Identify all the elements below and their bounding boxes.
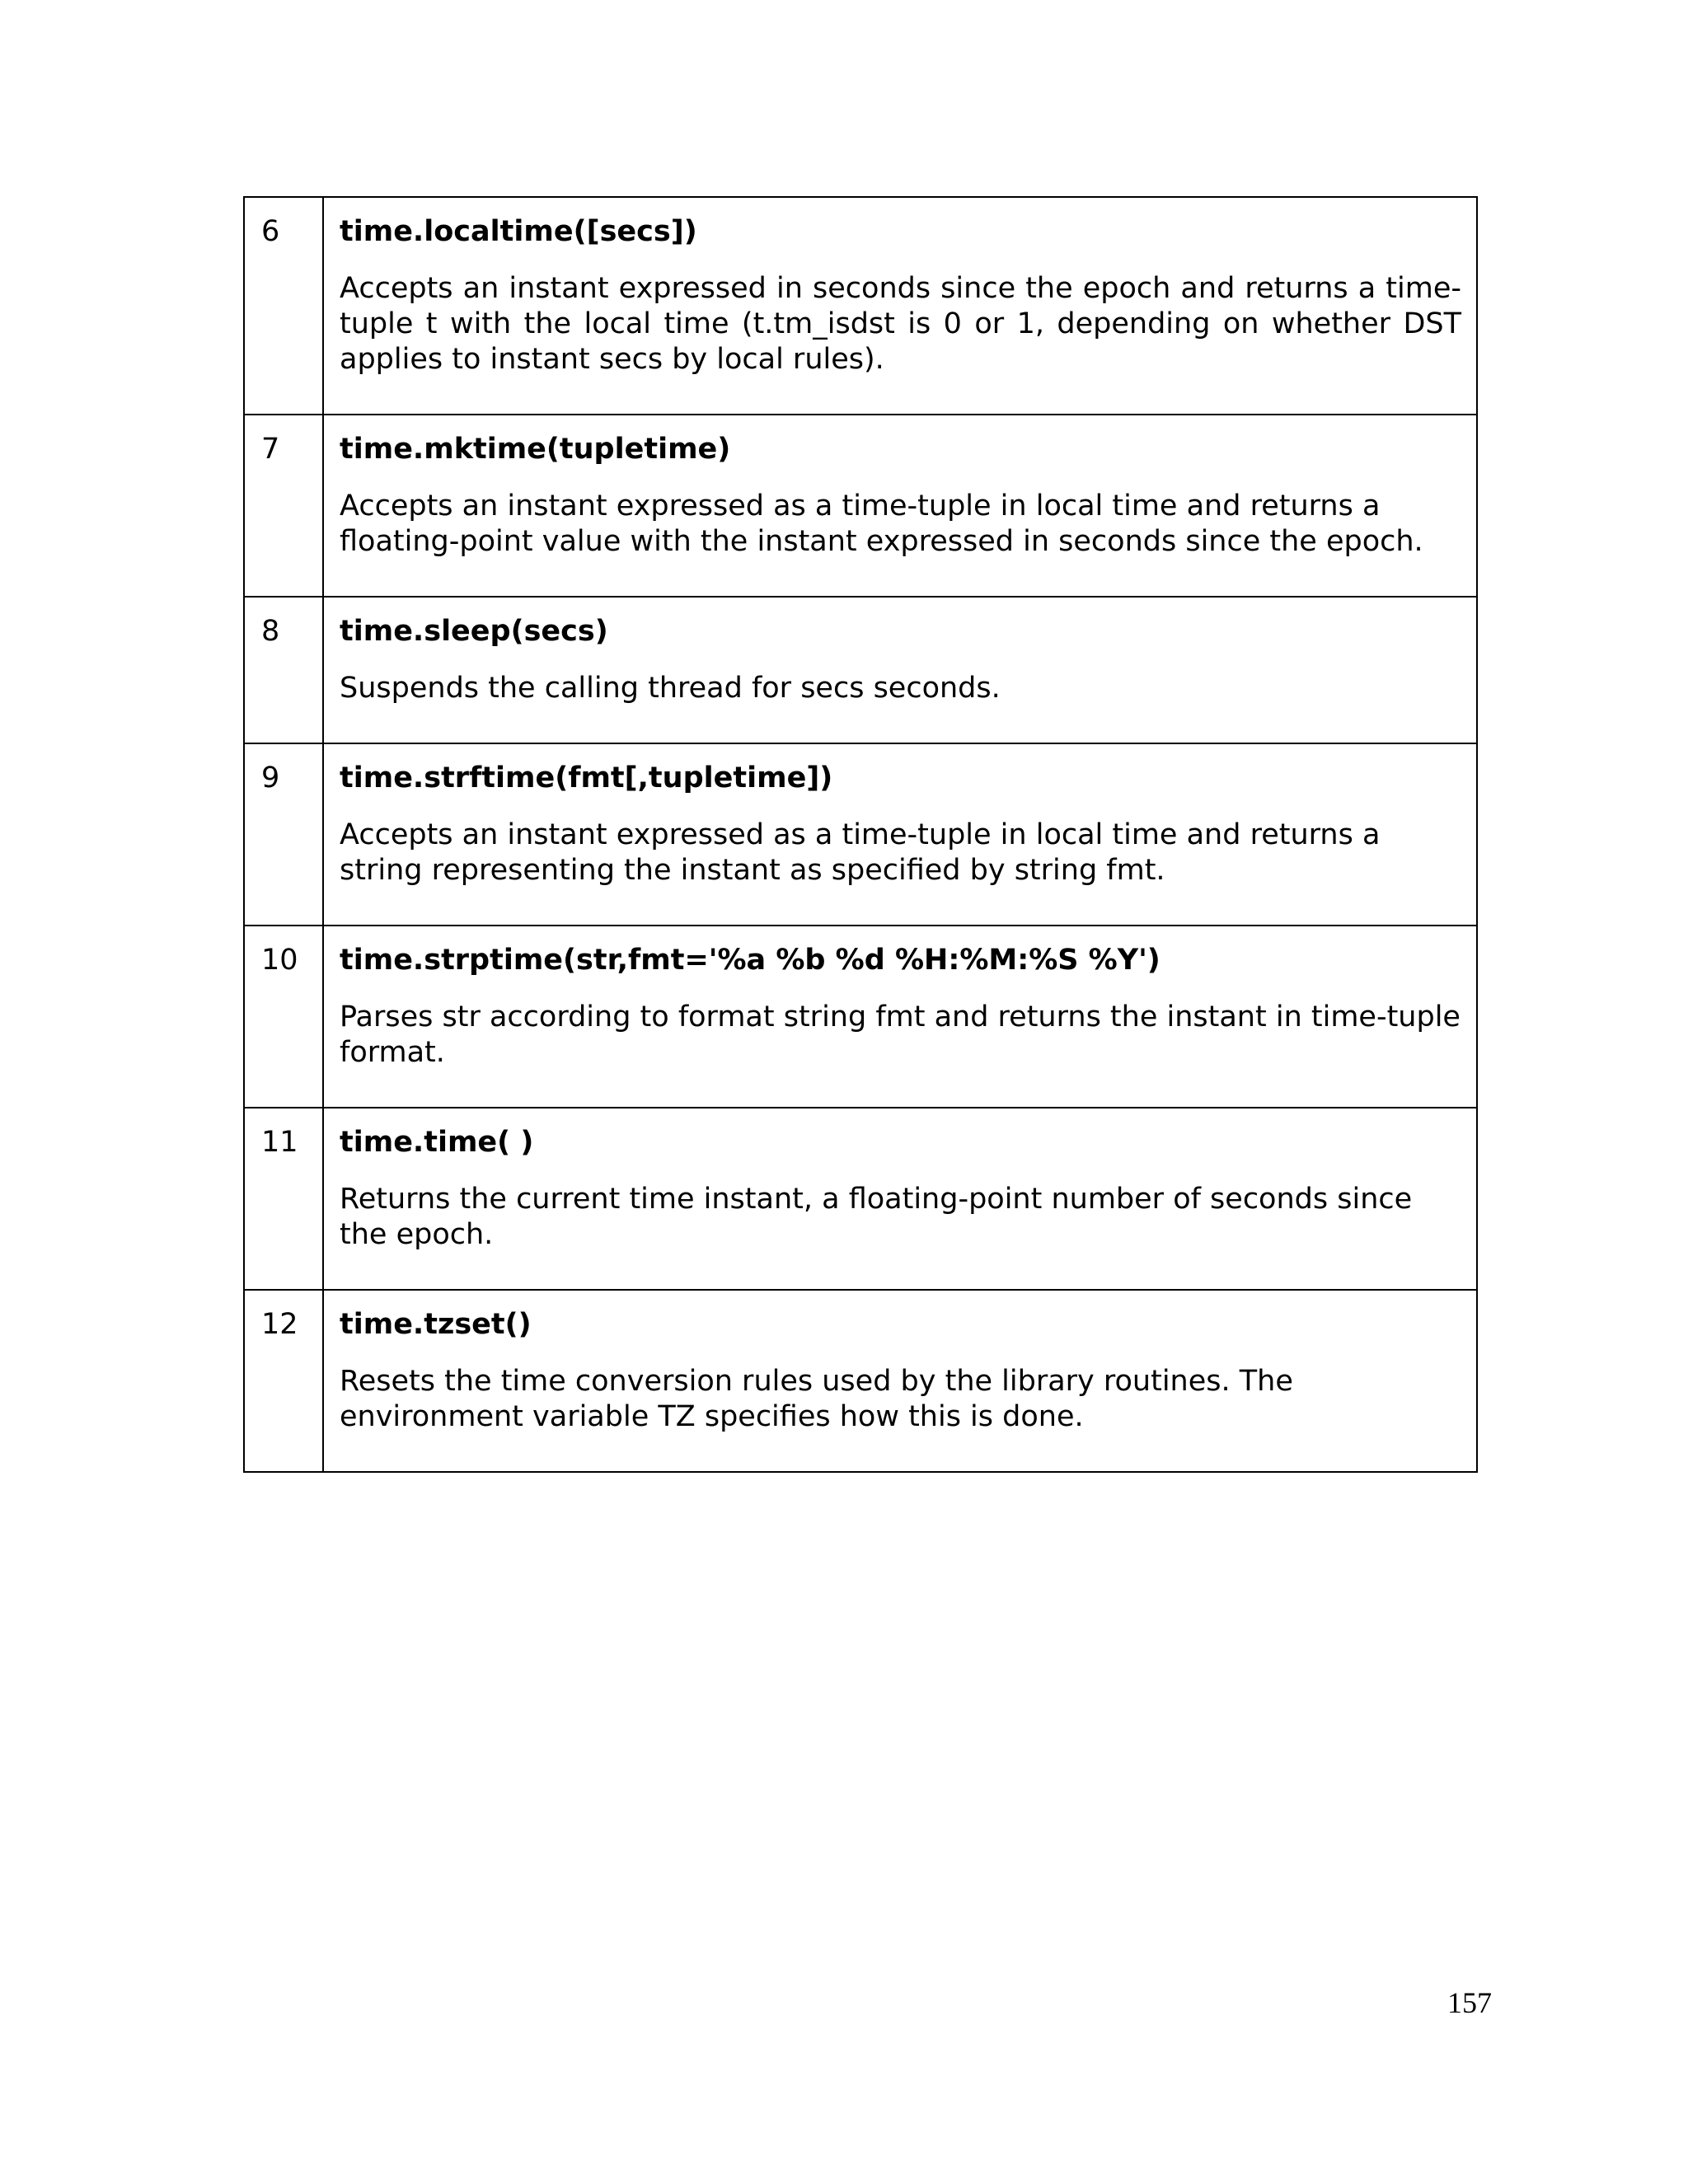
table-row (244, 597, 1477, 743)
row-number: 8 (244, 597, 323, 743)
row-content (323, 597, 1477, 743)
row-number: 6 (244, 197, 323, 415)
function-name: time.strptime(str,fmt='%a %b %d %H:%M:%S %Y') (340, 944, 1160, 977)
row-content (323, 743, 1477, 926)
function-table (243, 196, 1478, 1473)
table-row (244, 743, 1477, 926)
row-content (323, 415, 1477, 597)
table-row (244, 1108, 1477, 1290)
table-row (244, 197, 1477, 415)
table-row (244, 415, 1477, 597)
function-description: Parses str according to format string fmt and returns the instant in time-tuple format. (340, 1001, 1461, 1069)
row-content (323, 1108, 1477, 1290)
row-number: 12 (244, 1290, 323, 1472)
row-number: 10 (244, 926, 323, 1108)
function-description: Accepts an instant expressed as a time-tuple in local time and returns a string representing the instant as specified by string fmt. (340, 818, 1381, 887)
function-name: time.mktime(tupletime) (340, 433, 731, 466)
function-description: Accepts an instant expressed in seconds since the epoch and returns a time-tuple t with the local time (t.tm_isdst is 0 or 1, depending on whether DST applies to instant secs by local rules). (340, 272, 1461, 376)
table-row (244, 926, 1477, 1108)
function-description: Returns the current time instant, a floating-point number of seconds since the epoch. (340, 1183, 1413, 1251)
function-name: time.sleep(secs) (340, 615, 608, 648)
page-number: 157 (1447, 1986, 1492, 2019)
row-content (323, 1290, 1477, 1472)
function-name: time.localtime([secs]) (340, 215, 697, 248)
row-number: 7 (244, 415, 323, 597)
function-name: time.strftime(fmt[,tupletime]) (340, 762, 833, 794)
row-content (323, 926, 1477, 1108)
function-name: time.time( ) (340, 1126, 534, 1159)
function-description: Accepts an instant expressed as a time-tuple in local time and returns a floating-point value with the instant expressed in seconds since the epoch. (340, 490, 1423, 558)
function-name: time.tzset() (340, 1308, 532, 1341)
table-row (244, 1290, 1477, 1472)
row-number: 9 (244, 743, 323, 926)
function-description: Suspends the calling thread for secs seconds. (340, 672, 1001, 705)
row-content (323, 197, 1477, 415)
row-number: 11 (244, 1108, 323, 1290)
function-description: Resets the time conversion rules used by the library routines. The environment variable TZ specifies how this is done. (340, 1365, 1293, 1433)
